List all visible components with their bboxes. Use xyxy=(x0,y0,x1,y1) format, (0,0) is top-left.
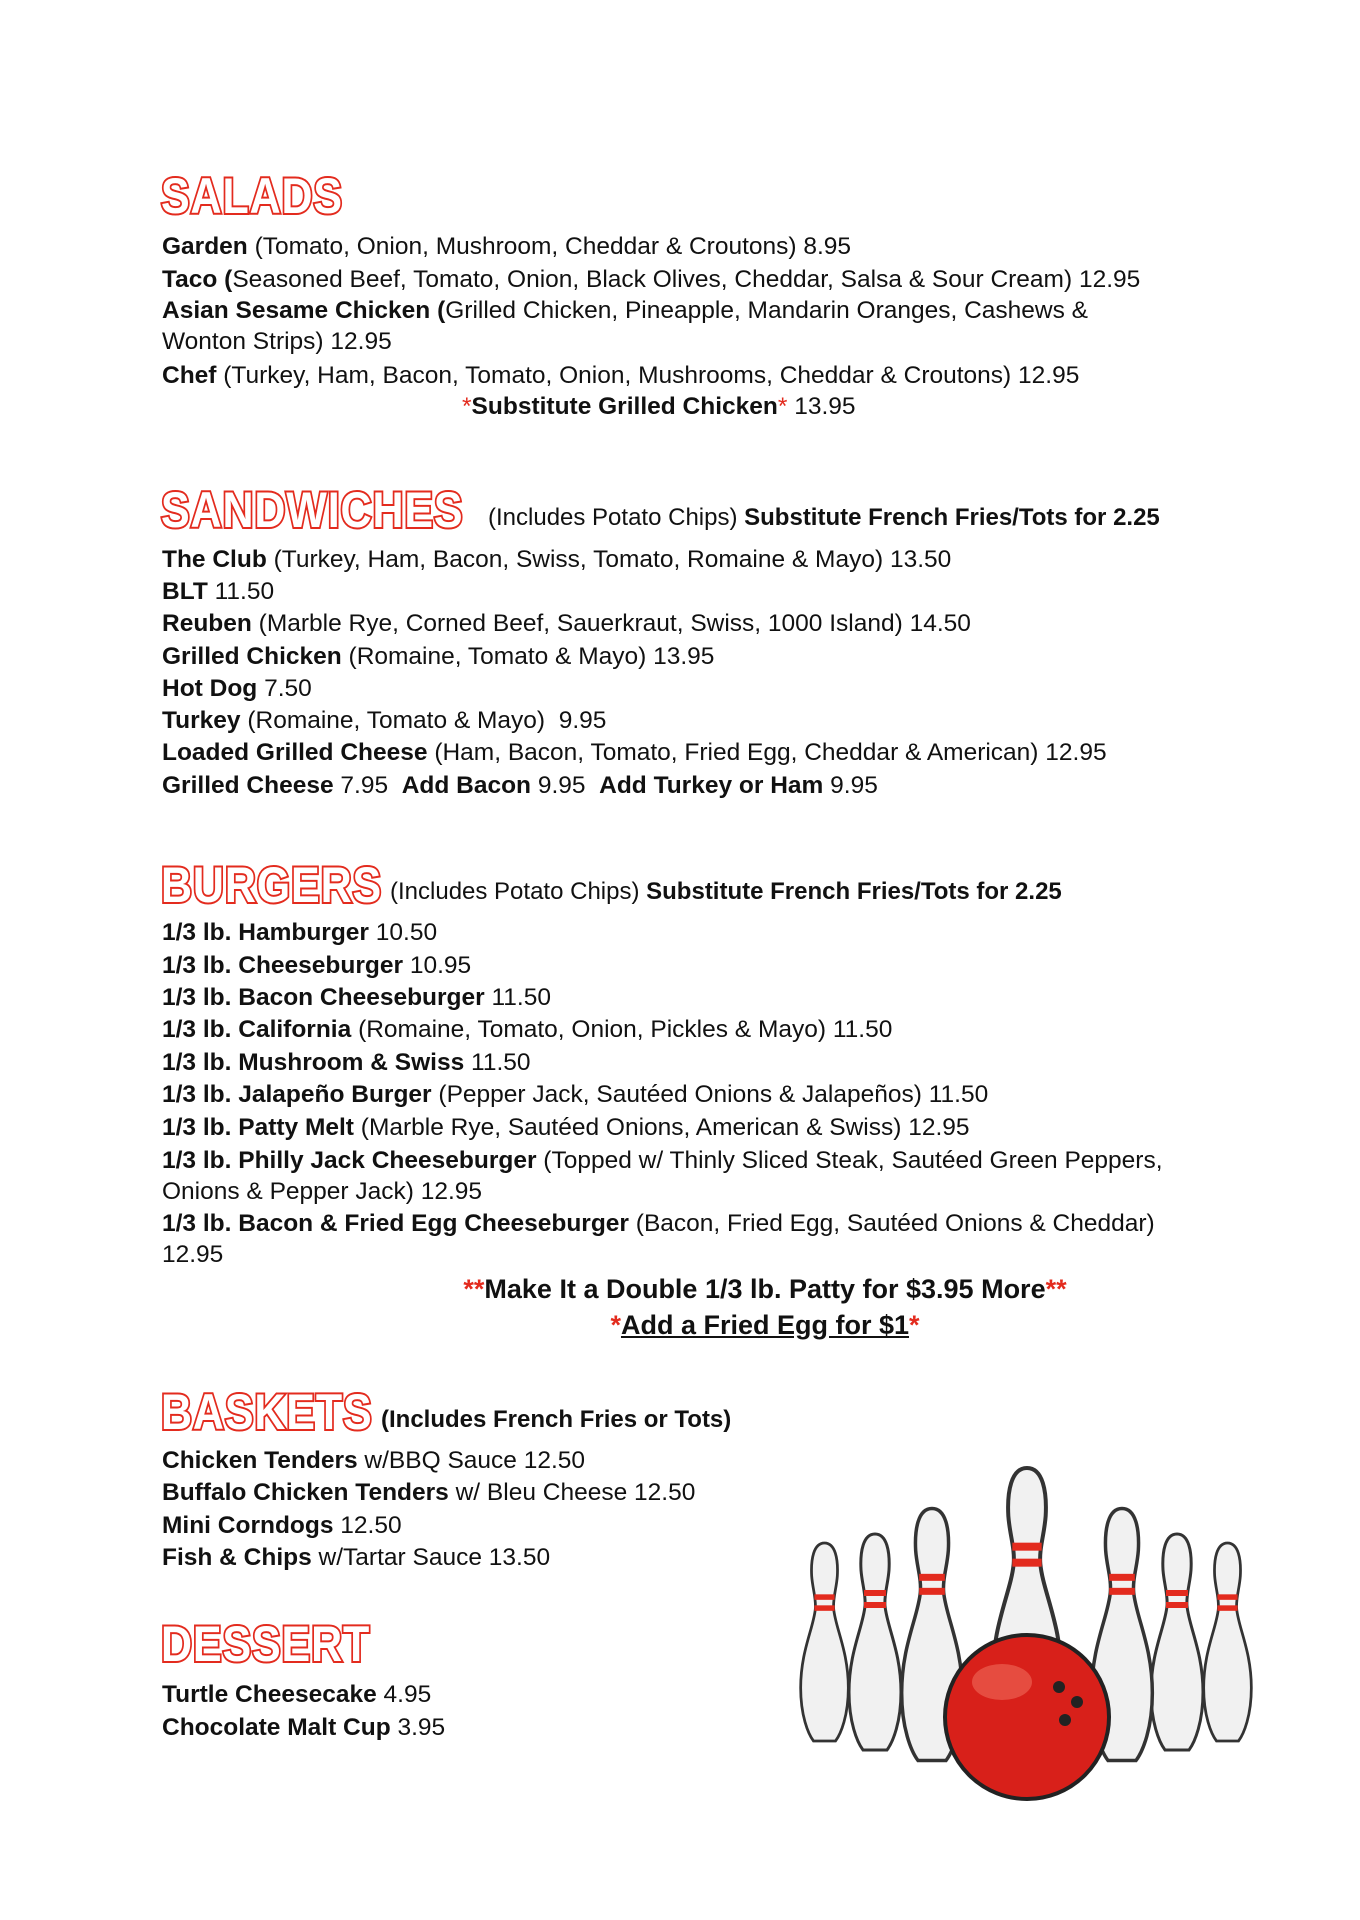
item-desc: (Ham, Bacon, Tomato, Fried Egg, Cheddar & American) xyxy=(434,739,1039,766)
note-label: Add a Fried Egg for $1 xyxy=(620,1310,910,1340)
item-price: 7.50 xyxy=(264,675,312,702)
item-price: 13.50 xyxy=(889,546,952,573)
item-name: Grilled Cheese xyxy=(162,772,334,799)
menu-item xyxy=(162,706,606,736)
item-name: 1/3 lb. Cheeseburger xyxy=(162,952,404,979)
item-desc: Wonton Strips) xyxy=(162,328,324,355)
item-name: Mini Corndogs xyxy=(162,1512,334,1539)
fried-egg-note xyxy=(85,1310,1360,1341)
item-desc: (Marble Rye, Sautéed Onions, American & Swiss) xyxy=(360,1114,902,1141)
item-price: 12.95 xyxy=(420,1178,483,1205)
item-desc: (Marble Rye, Corned Beef, Sauerkraut, Swiss, 1000 Island) xyxy=(258,610,903,637)
item-price: 3.95 xyxy=(397,1714,446,1741)
salads-heading: SALADS xyxy=(161,168,343,224)
star: * xyxy=(462,393,472,420)
star: * xyxy=(610,1310,621,1340)
item-price: 12.50 xyxy=(523,1447,586,1474)
item-desc: (Romaine, Tomato & Mayo) xyxy=(247,707,546,734)
addon-price: 9.95 xyxy=(830,772,878,799)
addon-name: Add Turkey or Ham xyxy=(599,772,824,799)
item-price: 12.95 xyxy=(1078,266,1141,293)
menu-item xyxy=(162,1680,431,1710)
menu-item-cont xyxy=(162,327,392,357)
item-price: 12.50 xyxy=(634,1479,696,1506)
item-name: Garden xyxy=(162,233,248,260)
menu-item xyxy=(162,361,1079,391)
item-desc: (Turkey, Ham, Bacon, Swiss, Tomato, Romaine & Mayo) xyxy=(273,546,884,573)
menu-item xyxy=(162,738,1107,768)
item-desc: (Topped w/ Thinly Sliced Steak, Sautéed Green Peppers, xyxy=(543,1147,1163,1174)
item-price: 12.95 xyxy=(330,328,392,355)
burgers-note xyxy=(390,878,1062,906)
star: * xyxy=(909,1310,920,1340)
substitute-price: 2.25 xyxy=(1113,504,1160,531)
pin-icon xyxy=(849,1534,901,1750)
menu-item xyxy=(162,1048,531,1078)
item-desc: (Turkey, Ham, Bacon, Tomato, Onion, Mushrooms, Cheddar & Croutons) xyxy=(223,362,1012,389)
item-desc: Onions & Pepper Jack) xyxy=(162,1178,414,1205)
item-price: 8.95 xyxy=(803,233,852,260)
item-name: Hot Dog xyxy=(162,675,258,702)
menu-item xyxy=(162,1113,970,1143)
note-label: Substitute Grilled Chicken xyxy=(471,393,778,420)
item-desc: (Romaine, Tomato & Mayo) xyxy=(348,643,647,670)
item-price: 7.95 xyxy=(340,772,389,799)
item-name: 1/3 lb. California xyxy=(162,1016,352,1043)
star: * xyxy=(777,393,788,420)
item-price: 13.50 xyxy=(488,1544,551,1571)
menu-item xyxy=(162,1446,585,1476)
item-desc: (Romaine, Tomato, Onion, Pickles & Mayo) xyxy=(358,1016,827,1043)
menu-item xyxy=(162,265,1140,295)
bowling-pins-illustration xyxy=(797,1462,1257,1802)
menu-item xyxy=(162,1209,1155,1239)
item-name: Chef xyxy=(162,362,217,389)
menu-item xyxy=(162,1511,402,1541)
item-name: Chicken Tenders xyxy=(162,1447,358,1474)
note-label: Make It a Double 1/3 lb. Patty for $3.95 More xyxy=(484,1274,1046,1304)
menu-item xyxy=(162,296,1088,326)
includes: (Includes Potato Chips) xyxy=(488,504,738,531)
pin-icon xyxy=(801,1543,849,1741)
baskets-heading: BASKETS xyxy=(161,1384,373,1440)
menu-item-cont xyxy=(162,1240,223,1270)
menu-item xyxy=(162,545,951,575)
item-desc: w/Tartar Sauce xyxy=(318,1544,482,1571)
item-price: 4.95 xyxy=(383,1681,432,1708)
menu-item xyxy=(162,1146,1163,1176)
item-desc: w/ Bleu Cheese xyxy=(455,1479,628,1506)
substitute: Substitute French Fries/Tots for xyxy=(744,504,1107,531)
menu-item xyxy=(162,771,878,801)
item-desc: w/BBQ Sauce xyxy=(364,1447,517,1474)
item-name: Loaded Grilled Cheese xyxy=(162,739,428,766)
includes: (Includes Potato Chips) xyxy=(390,878,640,905)
baskets-note: (Includes French Fries or Tots) xyxy=(381,1406,732,1433)
menu-item xyxy=(162,577,274,607)
item-price: 11.50 xyxy=(928,1081,989,1108)
item-price: 10.95 xyxy=(409,952,472,979)
item-price: 11.50 xyxy=(471,1049,531,1076)
item-name: 1/3 lb. Philly Jack Cheeseburger xyxy=(162,1147,537,1174)
menu-item xyxy=(162,983,551,1013)
menu-item xyxy=(162,1543,550,1573)
menu-item xyxy=(162,918,437,948)
menu-item xyxy=(162,1080,988,1110)
item-name: The Club xyxy=(162,546,267,573)
salad-substitute-note xyxy=(462,392,856,422)
pin-icon xyxy=(1151,1534,1203,1750)
item-name: Turkey xyxy=(162,707,241,734)
item-desc: (Bacon, Fried Egg, Sautéed Onions & Cheddar) xyxy=(635,1210,1155,1237)
addon-name: Add Bacon xyxy=(401,772,532,799)
item-name: Buffalo Chicken Tenders xyxy=(162,1479,449,1506)
item-name: 1/3 lb. Bacon Cheeseburger xyxy=(162,984,485,1011)
bowling-ball-icon xyxy=(945,1635,1109,1799)
item-name: 1/3 lb. Bacon & Fried Egg Cheeseburger xyxy=(162,1210,629,1237)
item-price: 11.50 xyxy=(832,1016,893,1043)
substitute: Substitute French Fries/Tots for 2.25 xyxy=(646,878,1062,905)
item-price: 14.50 xyxy=(909,610,971,637)
menu-item xyxy=(162,1015,892,1045)
item-name: 1/3 lb. Jalapeño Burger xyxy=(162,1081,432,1108)
sandwiches-heading: SANDWICHES xyxy=(161,482,464,538)
item-name: Taco ( xyxy=(162,266,233,293)
item-desc: Seasoned Beef, Tomato, Onion, Black Olives, Cheddar, Salsa & Sour Cream) xyxy=(232,266,1073,293)
item-name: Turtle Cheesecake xyxy=(162,1681,377,1708)
item-name: Grilled Chicken xyxy=(162,643,342,670)
item-name: 1/3 lb. Mushroom & Swiss xyxy=(162,1049,465,1076)
item-price: 13.95 xyxy=(653,643,715,670)
item-name: Reuben xyxy=(162,610,252,637)
menu-item xyxy=(162,609,971,639)
burgers-heading: BURGERS xyxy=(161,857,383,913)
item-desc: (Pepper Jack, Sautéed Onions & Jalapeños) xyxy=(438,1081,922,1108)
menu-item-cont xyxy=(162,1177,482,1207)
stars: ** xyxy=(1045,1274,1067,1304)
item-price: 10.50 xyxy=(375,919,438,946)
item-price: 11.50 xyxy=(491,984,551,1011)
item-price: 12.95 xyxy=(1018,362,1080,389)
item-price: 12.95 xyxy=(1045,739,1107,766)
sandwiches-note xyxy=(488,504,1160,532)
item-price: 12.95 xyxy=(162,1241,224,1268)
item-name: 1/3 lb. Hamburger xyxy=(162,919,369,946)
menu-item xyxy=(162,674,312,704)
item-desc: Grilled Chicken, Pineapple, Mandarin Oranges, Cashews & xyxy=(445,297,1089,324)
pin-icon xyxy=(1204,1543,1252,1741)
item-name: BLT xyxy=(162,578,208,605)
menu-item xyxy=(162,1713,445,1743)
stars: ** xyxy=(463,1274,485,1304)
item-name: Asian Sesame Chicken ( xyxy=(162,297,446,324)
item-name: Fish & Chips xyxy=(162,1544,312,1571)
item-desc: (Tomato, Onion, Mushroom, Cheddar & Croutons) xyxy=(254,233,797,260)
double-patty-note xyxy=(85,1274,1360,1305)
menu-item xyxy=(162,642,714,672)
item-price: 11.50 xyxy=(214,578,275,605)
item-price: 12.50 xyxy=(340,1512,402,1539)
item-price: 9.95 xyxy=(558,707,607,734)
menu-item xyxy=(162,232,851,262)
menu-item xyxy=(162,1478,695,1508)
item-name: Chocolate Malt Cup xyxy=(162,1714,391,1741)
menu-item xyxy=(162,951,471,981)
dessert-heading: DESSERT xyxy=(161,1616,371,1672)
item-price: 12.95 xyxy=(908,1114,970,1141)
note-price: 13.95 xyxy=(794,393,856,420)
item-name: 1/3 lb. Patty Melt xyxy=(162,1114,354,1141)
addon-price: 9.95 xyxy=(537,772,586,799)
